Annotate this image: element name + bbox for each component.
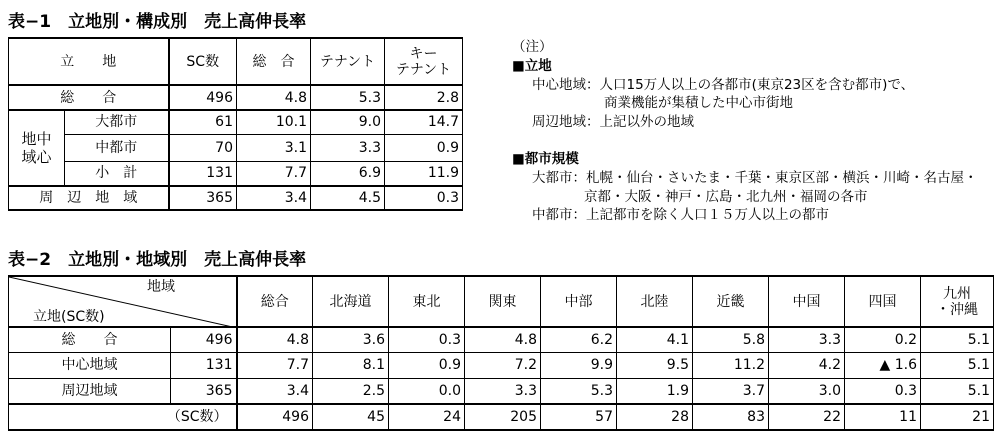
sc-row-label: （SC数） [9, 404, 237, 430]
row-label: 周 辺 地 域 [9, 186, 169, 210]
cell: 22 [769, 404, 845, 430]
cell: 131 [169, 161, 237, 186]
cell: 4.8 [237, 327, 313, 352]
table-row [9, 161, 463, 186]
col-header: 四国 [845, 276, 921, 327]
cell: 496 [237, 404, 313, 430]
row-label: 中都市 [65, 134, 169, 161]
header-key-line1: キー [409, 45, 438, 62]
cell: 6.9 [311, 161, 385, 186]
cell: 3.4 [237, 186, 311, 210]
cell: 5.8 [693, 327, 769, 352]
row-label: 総 合 [9, 327, 171, 352]
cell: 21 [921, 404, 994, 430]
table-row [9, 110, 463, 134]
cell: ▲ 1.6 [845, 352, 921, 378]
row-label: 周辺地域 [9, 378, 171, 404]
header-location: 立 地 [9, 38, 169, 85]
cell: 3.0 [769, 378, 845, 404]
central-definition-2: 商業機能が集積した中心市街地 [604, 95, 793, 112]
table-row [9, 186, 463, 210]
cell: 5.3 [541, 378, 617, 404]
cell: 0.0 [389, 378, 465, 404]
corner-location-label: 立地(SC数) [33, 309, 105, 325]
header-key-tenant [385, 38, 463, 85]
cell: 7.7 [237, 161, 311, 186]
header-total: 総 合 [237, 38, 311, 85]
cell: 2.8 [385, 85, 463, 110]
cell: 0.9 [389, 352, 465, 378]
kyushu-line2: ・沖縄 [936, 301, 978, 318]
cell: 45 [313, 404, 389, 430]
cell: 496 [169, 85, 237, 110]
cell: 0.3 [845, 378, 921, 404]
cell: 14.7 [385, 110, 463, 134]
notes-heading: （注） [512, 39, 553, 55]
big-city-definition-2: 京都・大阪・神戸・広島・北九州・福岡の各市 [584, 188, 868, 205]
cell: 131 [171, 352, 237, 378]
notes [512, 38, 978, 225]
col-header: 総合 [237, 276, 313, 327]
row-label: 総 合 [9, 85, 169, 110]
cell: 3.4 [237, 378, 313, 404]
cell: 9.9 [541, 352, 617, 378]
row-label: 小 計 [65, 161, 169, 186]
cell: 61 [169, 110, 237, 134]
cell: 4.8 [465, 327, 541, 352]
table-row [9, 85, 463, 110]
table2 [8, 275, 994, 431]
cell: 3.1 [237, 134, 311, 161]
cell: 57 [541, 404, 617, 430]
cell: 205 [465, 404, 541, 430]
corner-header [9, 276, 237, 327]
cell: 3.3 [311, 134, 385, 161]
cell: 5.3 [311, 85, 385, 110]
col-header-kyushu [921, 276, 994, 327]
col-header: 東北 [389, 276, 465, 327]
col-header: 北陸 [617, 276, 693, 327]
row-label: 大都市 [65, 110, 169, 134]
cell: 10.1 [237, 110, 311, 134]
cell: 4.1 [617, 327, 693, 352]
central-group-label [9, 110, 65, 186]
col-header: 北海道 [313, 276, 389, 327]
cell: 6.2 [541, 327, 617, 352]
cell: 70 [169, 134, 237, 161]
kyushu-line1: 九州 [943, 285, 971, 302]
notes-section-location: ■立地 [512, 57, 552, 74]
header-tenant: テナント [311, 38, 385, 85]
big-city-definition-1: 大都市：札幌・仙台・さいたま・千葉・東京区部・横浜・川崎・名古屋・ [532, 169, 978, 186]
table-row [9, 352, 994, 378]
header-key-line2: テナント [395, 61, 452, 78]
cell: 11.9 [385, 161, 463, 186]
cell: 7.7 [237, 352, 313, 378]
cell: 4.5 [311, 186, 385, 210]
cell: 2.5 [313, 378, 389, 404]
cell: 9.0 [311, 110, 385, 134]
table-row [9, 134, 463, 161]
periphery-definition: 周辺地域：上記以外の地域 [532, 114, 694, 131]
cell: 0.9 [385, 134, 463, 161]
cell: 5.1 [921, 327, 994, 352]
central-label-line1: 地中 [21, 130, 52, 148]
cell: 0.2 [845, 327, 921, 352]
col-header: 関東 [465, 276, 541, 327]
cell: 83 [693, 404, 769, 430]
cell: 24 [389, 404, 465, 430]
table-row [9, 378, 994, 404]
cell: 11 [845, 404, 921, 430]
table-row [9, 404, 994, 430]
cell: 3.3 [465, 378, 541, 404]
mid-city-definition: 中都市：上記都市を除く人口１５万人以上の都市 [532, 207, 829, 224]
cell: 0.3 [389, 327, 465, 352]
cell: 1.9 [617, 378, 693, 404]
table1 [8, 37, 463, 211]
cell: 7.2 [465, 352, 541, 378]
row-label: 中心地域 [9, 352, 171, 378]
cell: 3.3 [769, 327, 845, 352]
cell: 496 [171, 327, 237, 352]
cell: 4.2 [769, 352, 845, 378]
cell: 365 [171, 378, 237, 404]
cell: 5.1 [921, 352, 994, 378]
cell: 28 [617, 404, 693, 430]
table-row [9, 327, 994, 352]
col-header: 中部 [541, 276, 617, 327]
central-definition-1: 中心地域：人口15万人以上の各都市(東京23区を含む都市)で、 [532, 76, 915, 93]
central-label-line2: 域心 [21, 148, 52, 166]
corner-region-label: 地域 [147, 279, 175, 295]
cell: 3.6 [313, 327, 389, 352]
table2-title: 表−2 立地別・地域別 売上高伸長率 [8, 250, 307, 270]
cell: 9.5 [617, 352, 693, 378]
col-header: 近畿 [693, 276, 769, 327]
cell: 5.1 [921, 378, 994, 404]
cell: 365 [169, 186, 237, 210]
col-header: 中国 [769, 276, 845, 327]
cell: 3.7 [693, 378, 769, 404]
cell: 4.8 [237, 85, 311, 110]
notes-section-city-size: ■都市規模 [512, 150, 579, 167]
header-sc-count: SC数 [169, 38, 237, 85]
cell: 11.2 [693, 352, 769, 378]
table1-title: 表−1 立地別・構成別 売上高伸長率 [8, 12, 307, 32]
cell: 0.3 [385, 186, 463, 210]
cell: 8.1 [313, 352, 389, 378]
